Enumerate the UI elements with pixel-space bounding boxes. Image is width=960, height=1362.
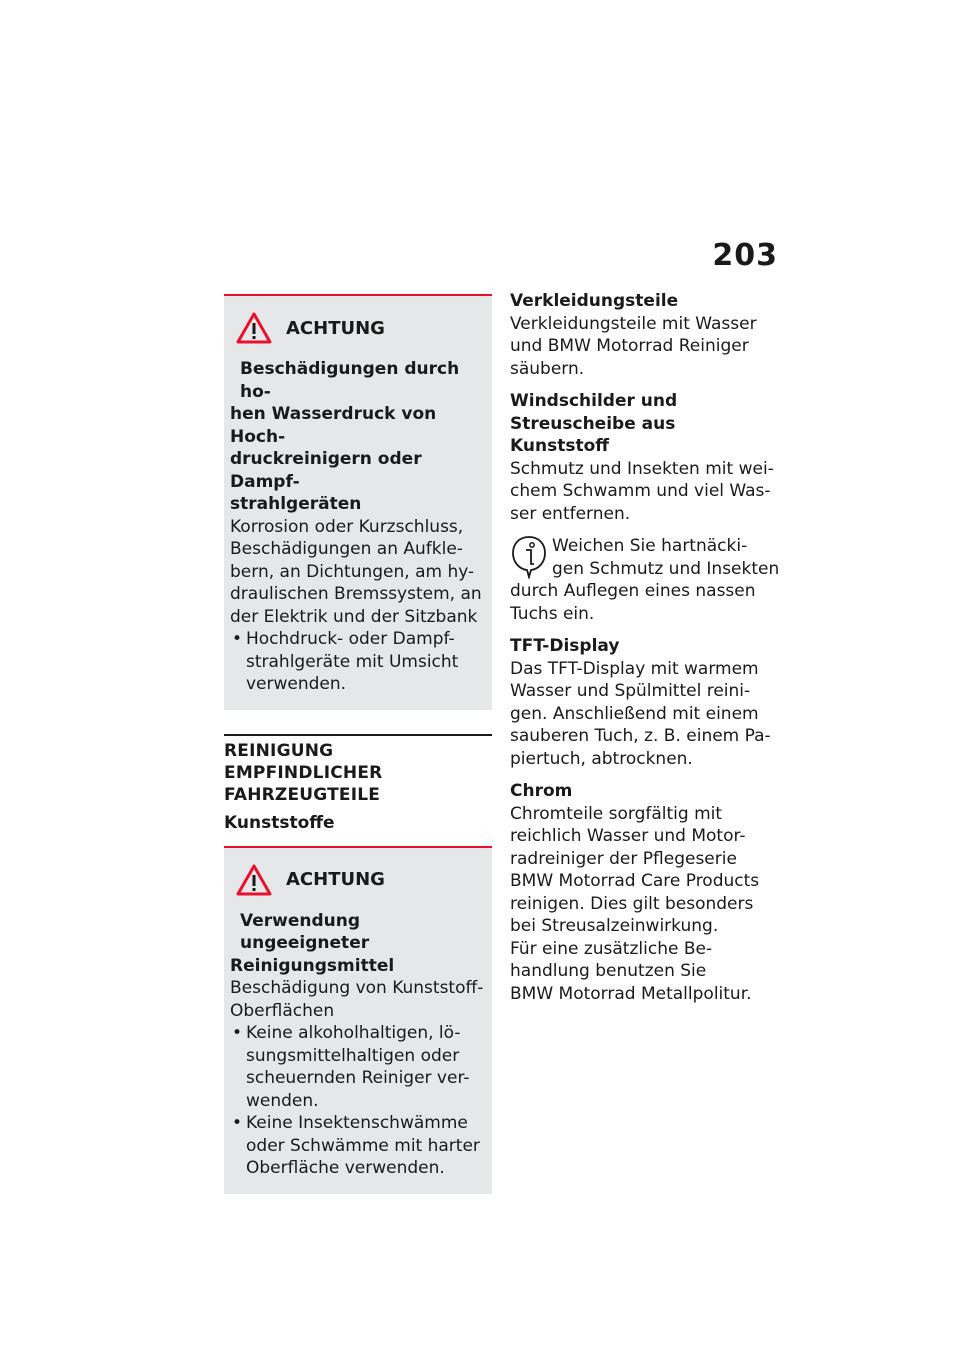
warning-body-line: Beschädigungen an Aufkle-	[230, 539, 463, 559]
warning-subtitle	[230, 910, 484, 978]
info-line: gen Schmutz und Insekten	[552, 558, 780, 579]
bullet-line: wenden.	[246, 1090, 319, 1111]
paragraph-verkleidungsteile	[510, 313, 780, 381]
bullet-item	[230, 1022, 484, 1112]
bullet-item	[230, 1112, 484, 1180]
warning-body-line: der Elektrik und der Sitzbank	[230, 606, 478, 627]
text-line: gen. Anschließend mit einem	[510, 703, 759, 724]
section-title-line: REINIGUNG EMPFINDLICHER	[224, 740, 383, 783]
warning-subtitle-line: Beschädigungen durch ho-	[240, 359, 460, 402]
warning-subtitle-line: druckreinigern oder Dampf-	[230, 449, 422, 492]
warning-body-line: draulischen Bremssystem, an	[230, 584, 482, 604]
page-number: 203	[712, 238, 778, 273]
text-line: handlung benutzen Sie	[510, 961, 707, 981]
warning-subtitle	[230, 358, 484, 516]
text-line: Verkleidungsteile mit Wasser	[510, 313, 757, 334]
warning-body-line: Oberflächen	[230, 1000, 335, 1021]
heading-chrom: Chrom	[510, 781, 573, 801]
warning-body-line: bern, an Dichtungen, am hy-	[230, 561, 475, 582]
bullet-line: sungsmittelhaltigen oder	[246, 1045, 460, 1066]
text-line: sauberen Tuch, z. B. einem Pa-	[510, 726, 771, 746]
paragraph-tft-display	[510, 658, 780, 771]
bullet-line: • Keine alkoholhaltigen, lö-	[246, 1023, 461, 1043]
right-column	[510, 290, 780, 1015]
text-line: Das TFT-Display mit warmem	[510, 658, 759, 679]
text-line: BMW Motorrad Metallpolitur.	[510, 983, 752, 1004]
text-line: piertuch, abtrocknen.	[510, 748, 693, 769]
section-subtitle: Kunststoffe	[224, 812, 335, 833]
info-note	[510, 535, 780, 625]
bullet-line: • Keine Insektenschwämme	[246, 1113, 468, 1133]
warning-subtitle-line: Verwendung ungeeigneter	[240, 910, 370, 953]
text-line: Chromteile sorgfältig mit	[510, 803, 723, 824]
warning-subtitle-line: Reinigungsmittel	[230, 955, 395, 976]
text-line: ser entfernen.	[510, 503, 631, 524]
heading-verkleidungsteile: Verkleidungsteile	[510, 291, 679, 311]
warning-title: ACHTUNG	[286, 317, 385, 339]
heading-windschilder	[510, 390, 780, 458]
warning-box-cleaning-agents	[224, 846, 492, 1194]
heading-line: Streuscheibe aus Kunststoff	[510, 413, 676, 456]
warning-body	[230, 516, 484, 629]
warning-box-high-pressure	[224, 294, 492, 710]
heading-tft-display: TFT-Display	[510, 636, 620, 656]
warning-body	[230, 977, 484, 1022]
text-line: reinigen. Dies gilt besonders	[510, 893, 754, 914]
text-line: reichlich Wasser und Motor-	[510, 826, 746, 846]
info-icon	[510, 535, 548, 579]
paragraph-chrom-polish	[510, 938, 780, 1006]
bullet-line: • Hochdruck- oder Dampf-	[246, 629, 455, 649]
text-line: Für eine zusätzliche Be-	[510, 938, 713, 959]
bullet-line: Oberfläche verwenden.	[246, 1158, 445, 1178]
info-line: Weichen Sie hartnäcki-	[552, 536, 748, 556]
section-title	[224, 734, 492, 806]
warning-bullet-list	[230, 1022, 484, 1180]
warning-triangle-icon	[236, 312, 272, 344]
text-line: säubern.	[510, 358, 585, 379]
warning-bullet-list	[230, 628, 484, 696]
warning-header	[236, 312, 484, 344]
warning-subtitle-line: strahlgeräten	[230, 494, 362, 514]
text-line: BMW Motorrad Care Products	[510, 871, 760, 891]
warning-body-line: Beschädigung von Kunststoff-	[230, 978, 484, 998]
paragraph-windschilder	[510, 458, 780, 526]
info-line: Tuchs ein.	[510, 603, 595, 624]
warning-header	[236, 864, 484, 896]
paragraph-chrom	[510, 803, 780, 938]
text-line: Schmutz und Insekten mit wei-	[510, 458, 774, 479]
heading-line: Windschilder und	[510, 391, 678, 411]
bullet-line: verwenden.	[246, 674, 347, 694]
text-line: Wasser und Spülmittel reini-	[510, 681, 751, 701]
bullet-item	[230, 628, 484, 696]
bullet-line: strahlgeräte mit Umsicht	[246, 651, 459, 672]
warning-body-line: Korrosion oder Kurzschluss,	[230, 516, 464, 537]
left-column	[224, 294, 492, 1194]
section-title-line: FAHRZEUGTEILE	[224, 784, 381, 805]
warning-title: ACHTUNG	[286, 869, 385, 890]
text-line: und BMW Motorrad Reiniger	[510, 336, 749, 356]
text-line: radreiniger der Pflegeserie	[510, 848, 737, 869]
bullet-line: scheuernden Reiniger ver-	[246, 1068, 470, 1088]
warning-subtitle-line: hen Wasserdruck von Hoch-	[230, 404, 437, 447]
bullet-line: oder Schwämme mit harter	[246, 1135, 480, 1156]
warning-triangle-icon	[236, 864, 272, 896]
text-line: chem Schwamm und viel Was-	[510, 481, 771, 501]
text-line: bei Streusalzeinwirkung.	[510, 916, 719, 936]
info-line: durch Auflegen eines nassen	[510, 581, 756, 601]
